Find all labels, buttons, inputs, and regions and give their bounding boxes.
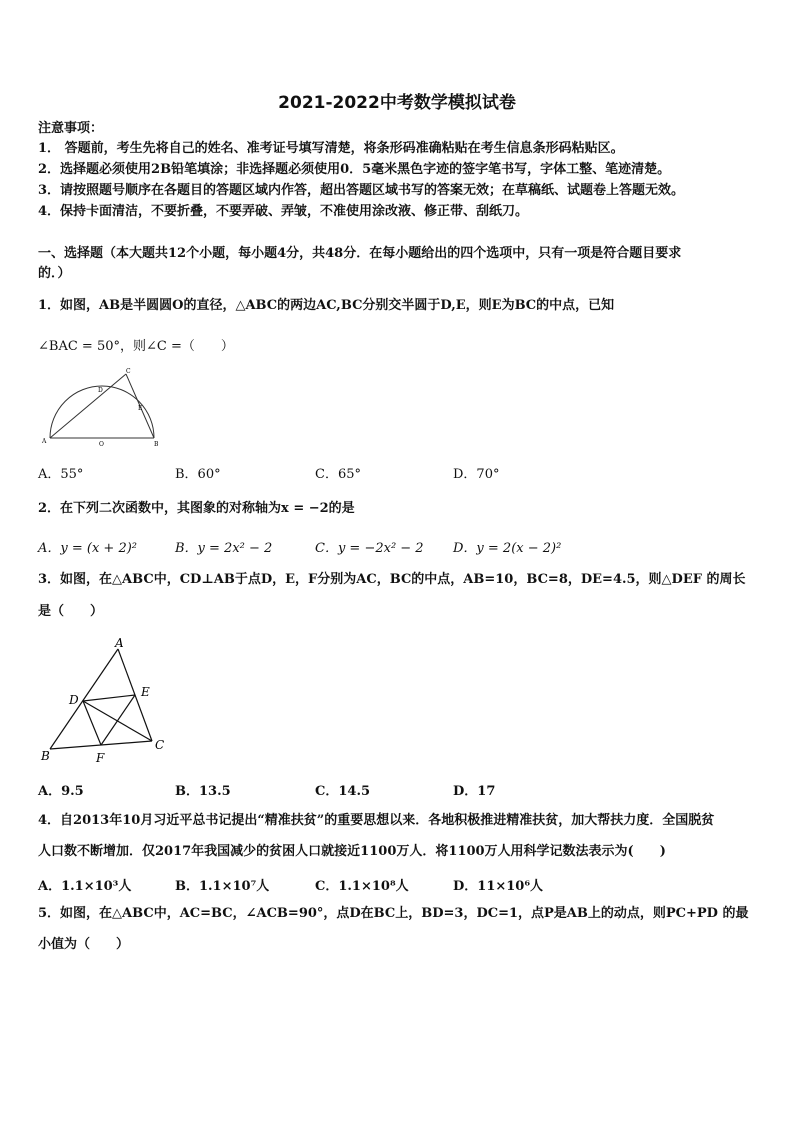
notice-heading: 注意事项： — [38, 121, 104, 136]
q1-label-b: B — [154, 441, 159, 448]
q4-option-b: B．1.1×10⁷人 — [175, 879, 270, 894]
q1-label-c: C — [126, 368, 131, 375]
q4-option-d: D．11×10⁶人 — [453, 879, 544, 894]
q5-stem-line-2: 小值为（ ） — [38, 937, 130, 952]
section-heading-line-2: 的．） — [38, 266, 71, 281]
q3-label-a: A — [115, 636, 124, 650]
q4-option-a: A．1.1×10³人 — [38, 879, 132, 894]
q2-stem-line-1: 2．在下列二次函数中，其图象的对称轴为x = −2的是 — [38, 501, 355, 516]
q1-option-b: B．60° — [175, 467, 221, 482]
notice-item-2: 2．选择题必须使用2B铅笔填涂；非选择题必须使用0．5毫米黑色字迹的签字笔书写，字体工整、笔迹清楚。 — [38, 162, 671, 177]
q1-label-e: E — [138, 405, 143, 412]
q3-label-d: D — [69, 693, 79, 707]
notice-item-4: 4．保持卡面清洁，不要折叠，不要弄破、弄皱，不准使用涂改液、修正带、刮纸刀。 — [38, 204, 529, 219]
q3-option-b: B．13.5 — [175, 784, 231, 799]
q3-option-d: D．17 — [453, 784, 496, 799]
notice-item-1: 1． 答题前，考生先将自己的姓名、准考证号填写清楚，将条形码准确粘贴在考生信息条形码粘贴区。 — [38, 141, 624, 156]
q1-label-a: A — [42, 438, 47, 445]
q2-option-c: C．y = −2x² − 2 — [315, 541, 424, 556]
q1-stem-line-2: ∠BAC = 50°，则∠C =（ ） — [38, 339, 234, 354]
q4-stem-line-1: 4．自2013年10月习近平总书记提出“精准扶贫”的重要思想以来．各地积极推进精准扶贫，加大帮扶力度．全国脱贫 — [38, 813, 715, 828]
q3-label-e: E — [141, 685, 150, 699]
q5-stem-line-1: 5．如图，在△ABC中，AC=BC，∠ACB=90°，点D在BC上，BD=3，DC=1，点P是AB上的动点，则PC+PD 的最 — [38, 906, 749, 921]
q2-option-b: B．y = 2x² − 2 — [175, 541, 273, 556]
q3-option-c: C．14.5 — [315, 784, 371, 799]
q3-stem-line-1: 3．如图，在△ABC中，CD⊥AB于点D，E，F分别为AC，BC的中点，AB=10，BC=8，DE=4.5，则△DEF 的周长 — [38, 572, 746, 587]
page-title: 2021-2022中考数学模拟试卷 — [278, 93, 516, 113]
q1-label-d: D — [98, 387, 103, 394]
q3-label-b: B — [41, 749, 50, 763]
q1-label-o: O — [99, 441, 104, 448]
q3-option-a: A．9.5 — [38, 784, 84, 799]
q4-option-c: C．1.1×10⁸人 — [315, 879, 409, 894]
q3-stem-line-2: 是（ ） — [38, 604, 104, 619]
q1-option-c: C．65° — [315, 467, 361, 482]
q1-option-a: A．55° — [38, 467, 84, 482]
q3-label-f: F — [96, 751, 105, 765]
notice-item-3: 3．请按照题号顺序在各题目的答题区域内作答，超出答题区域书写的答案无效；在草稿纸、试题卷上答题无效。 — [38, 183, 685, 198]
q2-option-d: D．y = 2(x − 2)² — [453, 541, 562, 556]
q1-option-d: D．70° — [453, 467, 500, 482]
q3-label-c: C — [155, 738, 165, 752]
q1-semicircle-figure — [38, 365, 166, 450]
q2-option-a: A．y = (x + 2)² — [38, 541, 138, 556]
q4-stem-line-2: 人口数不断增加．仅2017年我国减少的贫困人口就接近1100万人．将1100万人用科学记数法表示为( ) — [38, 844, 666, 859]
q3-triangle-figure — [38, 633, 173, 768]
section-heading-line-1: 一、选择题（本大题共12个小题，每小题4分，共48分．在每小题给出的四个选项中，只有一项是符合题目要求 — [38, 246, 682, 261]
q1-stem-line-1: 1．如图，AB是半圆圆O的直径，△ABC的两边AC,BC分别交半圆于D,E，则E为BC的中点，已知 — [38, 298, 615, 313]
